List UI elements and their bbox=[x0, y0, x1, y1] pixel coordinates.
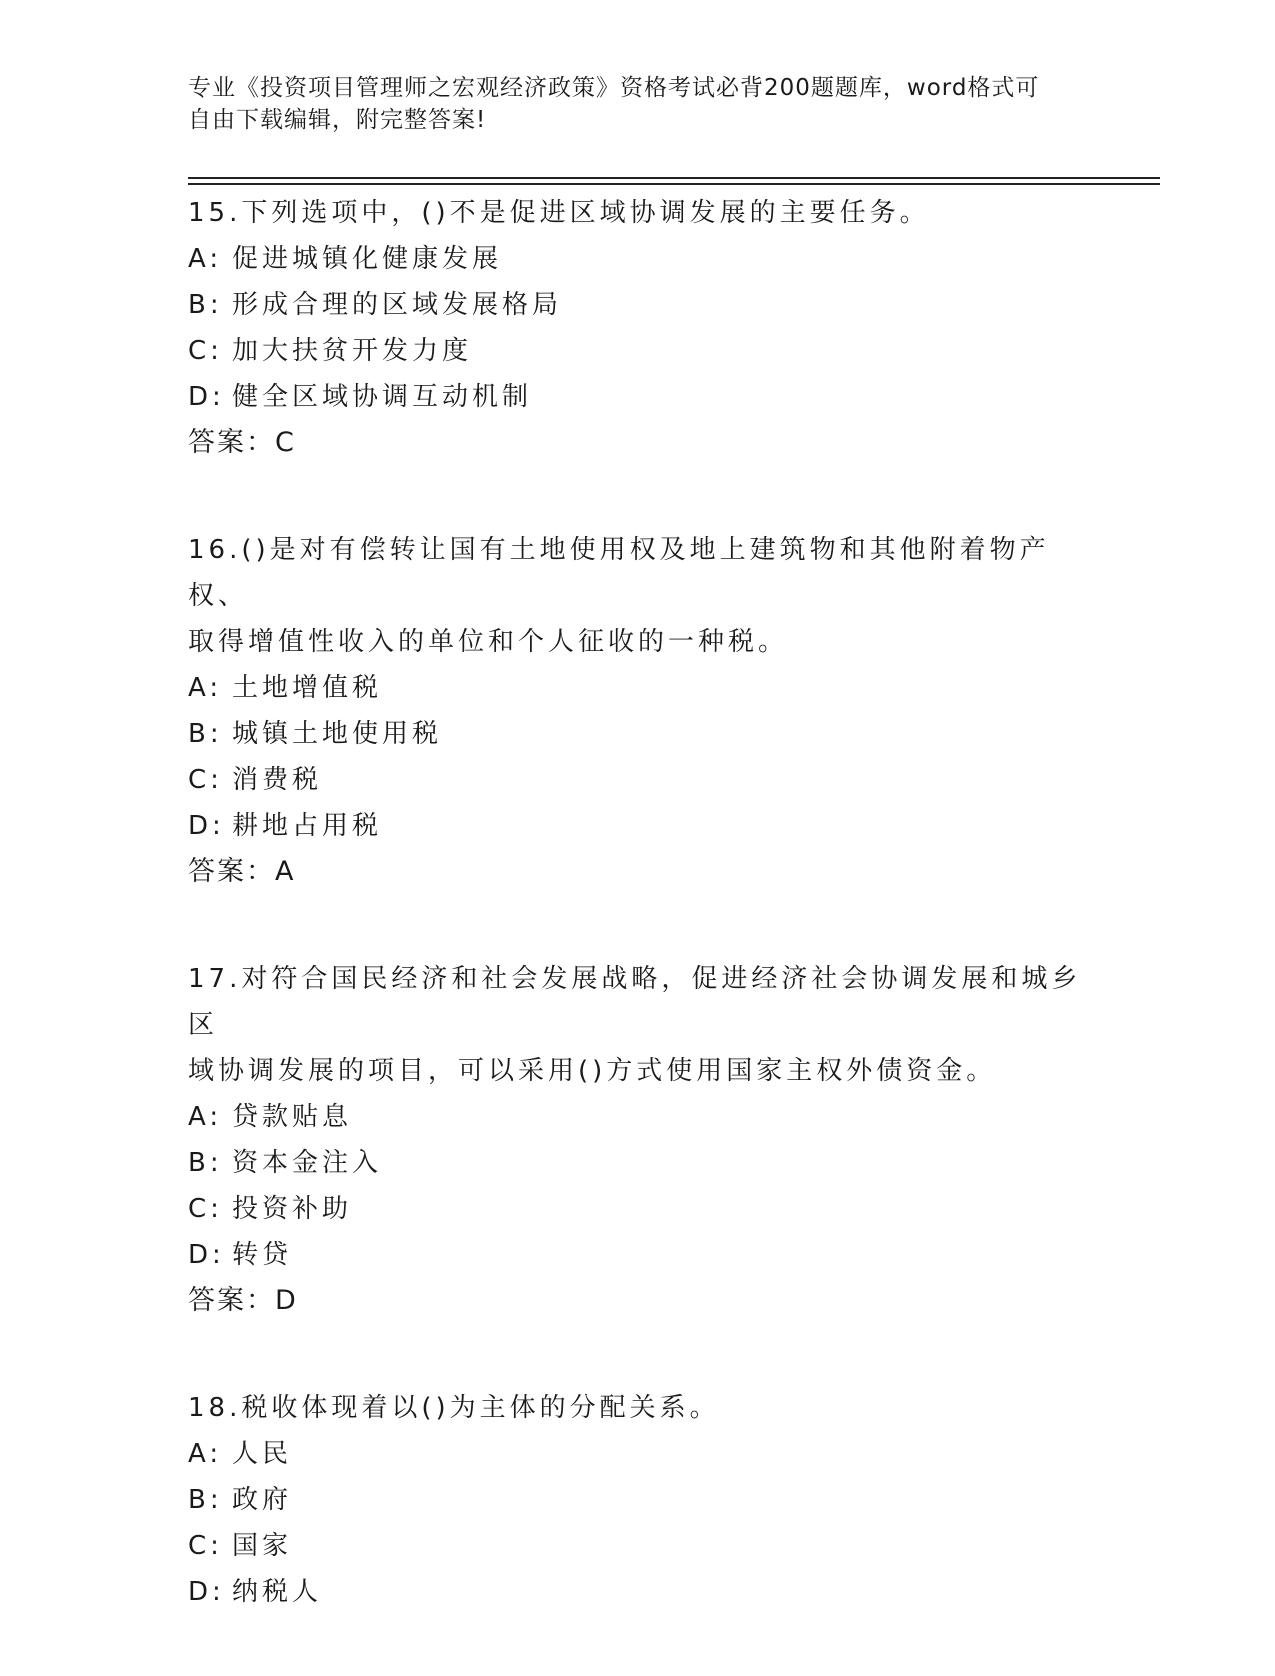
answer-value: A bbox=[275, 856, 294, 887]
answer-option bbox=[188, 1232, 1088, 1278]
answer-option bbox=[188, 374, 1088, 420]
option-letter: B: bbox=[188, 1485, 223, 1515]
question-stem-line: 16.()是对有偿转让国有土地使用权及地上建筑物和其他附着物产权、 bbox=[188, 535, 1050, 611]
answer-option bbox=[188, 803, 1088, 849]
option-text: 政府 bbox=[232, 1485, 293, 1515]
option-letter: D: bbox=[188, 811, 225, 841]
option-letter: A: bbox=[188, 1102, 223, 1132]
question-block bbox=[188, 1385, 1088, 1615]
option-letter: C: bbox=[188, 765, 223, 795]
option-letter: D: bbox=[188, 1577, 225, 1607]
option-text: 形成合理的区域发展格局 bbox=[232, 290, 563, 320]
option-letter: C: bbox=[188, 1194, 223, 1224]
header-divider-bottom bbox=[188, 183, 1160, 185]
option-text: 耕地占用税 bbox=[232, 811, 383, 841]
question-stem-line: 域协调发展的项目，可以采用()方式使用国家主权外债资金。 bbox=[188, 1056, 997, 1086]
answer-line bbox=[188, 1278, 1088, 1324]
option-text: 贷款贴息 bbox=[232, 1102, 353, 1132]
option-letter: C: bbox=[188, 336, 223, 366]
answer-option bbox=[188, 711, 1088, 757]
answer-option bbox=[188, 282, 1088, 328]
option-letter: A: bbox=[188, 244, 223, 274]
option-text: 纳税人 bbox=[232, 1577, 323, 1607]
option-letter: D: bbox=[188, 1240, 225, 1270]
question-stem-line: 取得增值性收入的单位和个人征收的一种税。 bbox=[188, 627, 789, 657]
question-stem-line: 15.下列选项中，()不是促进区域协调发展的主要任务。 bbox=[188, 198, 930, 228]
answer-option bbox=[188, 1477, 1088, 1523]
answer-value: D bbox=[275, 1285, 296, 1316]
answer-option bbox=[188, 1569, 1088, 1615]
option-text: 人民 bbox=[232, 1439, 293, 1469]
option-text: 消费税 bbox=[232, 765, 323, 795]
question-list bbox=[188, 190, 1088, 1676]
answer-option bbox=[188, 1140, 1088, 1186]
answer-option bbox=[188, 665, 1088, 711]
question-block bbox=[188, 956, 1088, 1324]
option-letter: A: bbox=[188, 1439, 223, 1469]
document-header bbox=[188, 72, 1088, 136]
answer-label: 答案： bbox=[188, 856, 275, 887]
answer-line bbox=[188, 420, 1088, 466]
option-text: 国家 bbox=[232, 1531, 293, 1561]
option-letter: B: bbox=[188, 719, 223, 749]
option-text: 城镇土地使用税 bbox=[232, 719, 443, 749]
answer-label: 答案： bbox=[188, 1285, 275, 1316]
header-line-2: 自由下载编辑，附完整答案! bbox=[188, 107, 487, 133]
answer-value: C bbox=[275, 427, 294, 458]
option-text: 投资补助 bbox=[232, 1194, 353, 1224]
answer-option bbox=[188, 328, 1088, 374]
option-text: 健全区域协调互动机制 bbox=[232, 382, 533, 412]
answer-label: 答案： bbox=[188, 427, 275, 458]
question-stem-line: 17.对符合国民经济和社会发展战略，促进经济社会协调发展和城乡区 bbox=[188, 964, 1082, 1040]
option-text: 资本金注入 bbox=[232, 1148, 383, 1178]
question-block bbox=[188, 527, 1088, 895]
option-letter: C: bbox=[188, 1531, 223, 1561]
answer-option bbox=[188, 1186, 1088, 1232]
answer-line bbox=[188, 849, 1088, 895]
option-letter: A: bbox=[188, 673, 223, 703]
question-stem-line: 18.税收体现着以()为主体的分配关系。 bbox=[188, 1393, 720, 1423]
question-block bbox=[188, 190, 1088, 466]
option-letter: B: bbox=[188, 1148, 223, 1178]
answer-option bbox=[188, 236, 1088, 282]
header-line-1: 专业《投资项目管理师之宏观经济政策》资格考试必背200题题库，word格式可 bbox=[188, 75, 1040, 101]
option-text: 土地增值税 bbox=[232, 673, 383, 703]
answer-option bbox=[188, 1431, 1088, 1477]
answer-option bbox=[188, 1523, 1088, 1569]
option-text: 转贷 bbox=[232, 1240, 293, 1270]
answer-option bbox=[188, 757, 1088, 803]
option-text: 加大扶贫开发力度 bbox=[232, 336, 473, 366]
header-divider-top bbox=[188, 177, 1160, 179]
option-letter: B: bbox=[188, 290, 223, 320]
option-text: 促进城镇化健康发展 bbox=[232, 244, 503, 274]
answer-option bbox=[188, 1094, 1088, 1140]
option-letter: D: bbox=[188, 382, 225, 412]
